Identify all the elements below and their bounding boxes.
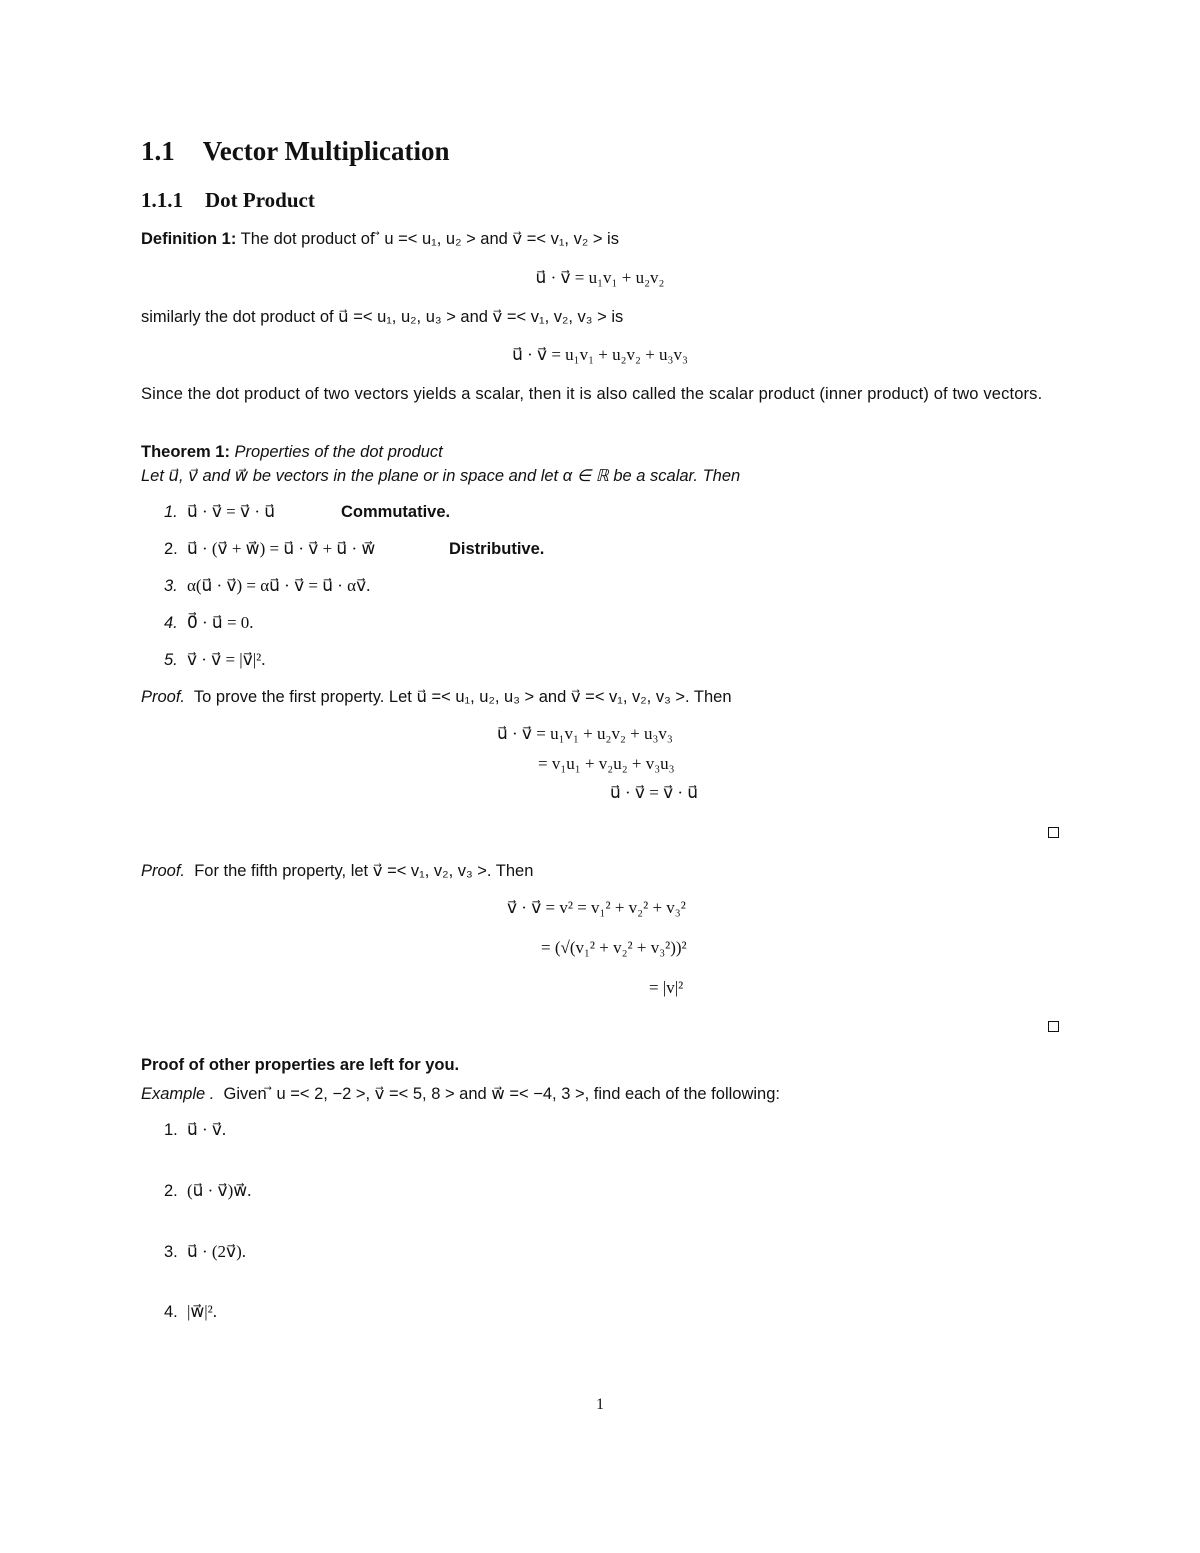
theorem-title: Properties of the dot product [234, 443, 443, 461]
section-number: 1.1 [141, 136, 175, 166]
proof-1-line: Proof. To prove the first property. Let u⃗ =< u₁, u₂, u₃ > and v⃗ =< v₁, v₂, v₃ >. Then [141, 688, 732, 706]
qed-square [1048, 1021, 1059, 1032]
qed-square [1048, 827, 1059, 838]
proof-2-equation-line: = (√(v₁² + v₂² + v₃²))² [541, 938, 687, 957]
proof-2-line: Proof. For the fifth property, let v⃗ =< v₁, v₂, v₃ >. Then [141, 862, 534, 880]
subsection-title: Dot Product [205, 188, 315, 212]
definition-line [141, 227, 619, 251]
proof-1-equation-line: = v₁u₁ + v₂u₂ + v₃u₃ [538, 754, 675, 773]
theorem-statement: Let u⃗, v⃗ and w⃗ be vectors in the plane or in space and let α ∈ ℝ be a scalar. Then [141, 467, 741, 485]
other-properties-note: Proof of other properties are left for you. [141, 1056, 460, 1074]
page-number: 1 [596, 1396, 604, 1413]
definition-equation-2d: u⃗ · v⃗ = u₁v₁ + u₂v₂ [535, 268, 665, 287]
subsection-heading [141, 188, 315, 213]
theorem-heading [141, 440, 443, 464]
proof-label: Proof. [141, 862, 186, 880]
proof-2-equation-line: = |v|² [649, 978, 684, 997]
definition-text: The dot product of ⃗ u =< u₁, u₂ > and v⃗ =< v₁, v₂ > is [240, 230, 619, 248]
theorem-item: 2. u⃗ · (v⃗ + w⃗) = u⃗ · v⃗ + u⃗ · w⃗ [164, 539, 376, 558]
example-item: 3. u⃗ · (2v⃗). [164, 1242, 247, 1261]
section-title: Vector Multiplication [202, 136, 450, 166]
commutative-note: Commutative. [341, 503, 451, 521]
proof-1-equation-line: u⃗ · v⃗ = v⃗ · u⃗ [610, 783, 699, 802]
theorem-label: Theorem 1: [141, 443, 230, 461]
proof-1-equation-line: u⃗ · v⃗ = u₁v₁ + u₂v₂ + u₃v₃ [497, 724, 673, 743]
scalar-product-paragraph: Since the dot product of two vectors yields a scalar, then it is also called the scalar product (inner product) of two vectors. [141, 385, 1043, 403]
example-item: 2. (u⃗ · v⃗)w⃗. [164, 1181, 252, 1200]
proof-label: Proof. [141, 688, 186, 706]
definition-label: Definition 1: [141, 230, 237, 248]
definition-equation-3d: u⃗ · v⃗ = u₁v₁ + u₂v₂ + u₃v₃ [512, 345, 688, 364]
example-item: 1. u⃗ · v⃗. [164, 1120, 227, 1139]
definition-3d-line: similarly the dot product of u⃗ =< u₁, u₂, u₃ > and v⃗ =< v₁, v₂, v₃ > is [141, 308, 624, 326]
example-item: 4. |w⃗|². [164, 1302, 217, 1321]
section-heading [141, 136, 449, 167]
example-line: Example . Given ⃗ u =< 2, −2 >, v⃗ =< 5, 8 > and w⃗ =< −4, 3 >, find each of the following: [141, 1085, 780, 1103]
theorem-item: 1. u⃗ · v⃗ = v⃗ · u⃗ [164, 502, 276, 521]
subsection-number: 1.1.1 [141, 188, 183, 212]
proof-2-equation-line: v⃗ · v⃗ = v² = v₁² + v₂² + v₃² [507, 898, 686, 917]
theorem-item: 5. v⃗ · v⃗ = |v⃗|². [164, 650, 266, 669]
distributive-note: Distributive. [449, 540, 545, 558]
example-label: Example . [141, 1085, 215, 1103]
theorem-item: 4. 0⃗ · u⃗ = 0. [164, 613, 254, 632]
theorem-item: 3. α(u⃗ · v⃗) = αu⃗ · v⃗ = u⃗ · αv⃗. [164, 576, 371, 595]
